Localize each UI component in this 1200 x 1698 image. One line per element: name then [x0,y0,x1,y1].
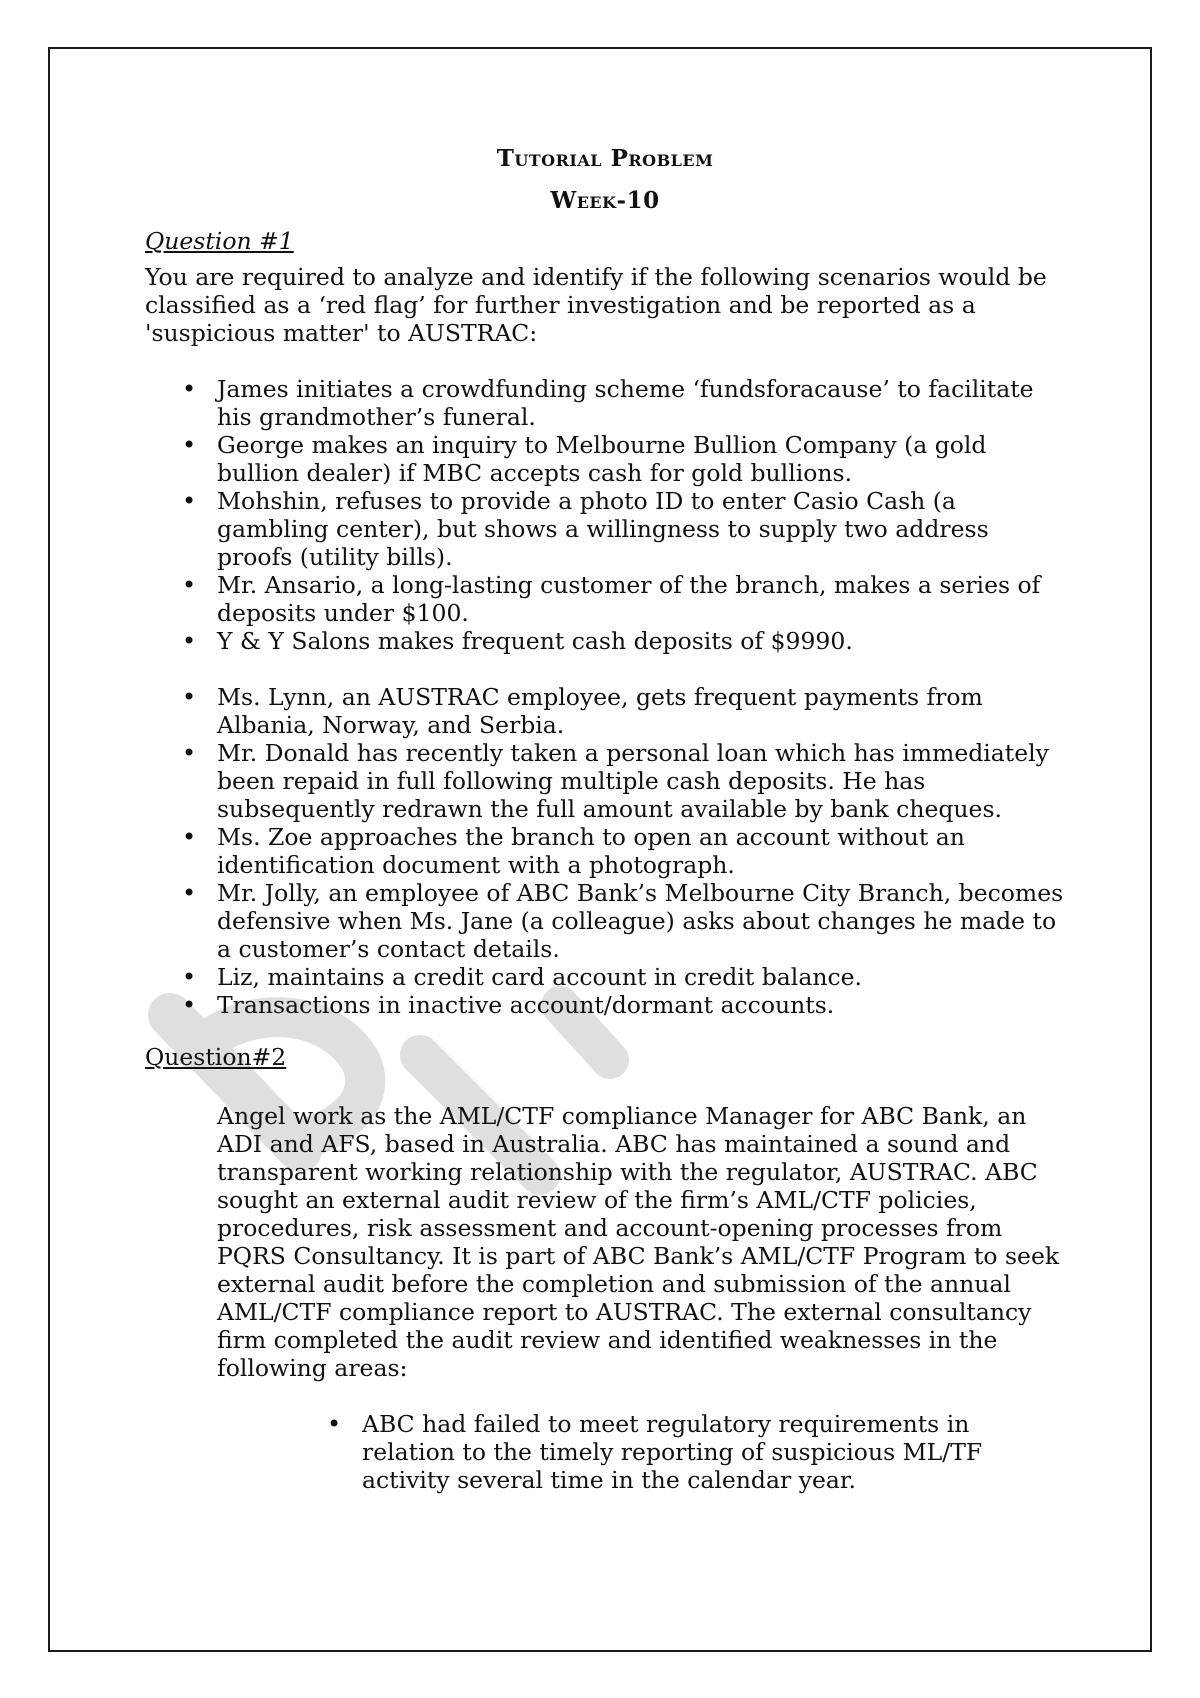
list-item: • ABC had failed to meet regulatory requirements in relation to the timely reporting of suspicious ML/TF activity several time in the calendar year. [362,1410,1065,1494]
question-1-intro: You are required to analyze and identify if the following scenarios would be classified as a ‘red flag’ for further investigation and be reported as a 'suspicious matter' to AUSTRAC: [145,263,1047,347]
list-item: • Mr. Jolly, an employee of ABC Bank’s Melbourne City Branch, becomes defensive when Ms. Jane (a colleague) asks about changes he made to a customer’s contact details. [217,879,1065,963]
list-item: • Mr. Ansario, a long-lasting customer of the branch, makes a series of deposits under $100. [217,571,1065,627]
week-label: Week-10 [550,187,660,214]
list-item: • Y & Y Salons makes frequent cash deposits of $9990. [217,627,1065,655]
list-item: • James initiates a crowdfunding scheme ‘fundsforacause’ to facilitate his grandmother’s funeral. [217,375,1065,431]
document-title: Tutorial Problem [496,145,714,172]
question-2-body: Angel work as the AML/CTF compliance Manager for ABC Bank, an ADI and AFS, based in Australia. ABC has maintained a sound and transparent working relationship with the regulator, AUSTRAC. ABC sought an external audit review of the firm’s AML/CTF policies, procedures, risk assessment and account-opening processes from PQRS Consultancy. It is part of ABC Bank’s AML/CTF Program to seek external audit before the completion and submission of the annual AML/CTF compliance report to AUSTRAC. The external consultancy firm completed the audit review and identified weaknesses in the following areas: [217,1102,1060,1382]
list-item: • Mr. Donald has recently taken a personal loan which has immediately been repaid in full following multiple cash deposits. He has subsequently redrawn the full amount available by bank cheques. [217,739,1065,823]
document-body [145,145,1065,1494]
list-item: • Transactions in inactive account/dormant accounts. [217,991,1065,1019]
list-item: • Ms. Zoe approaches the branch to open an account without an identification document with a photograph. [217,823,1065,879]
weakness-list [145,1410,1065,1494]
scenario-list-b [145,683,1065,1019]
list-item: • George makes an inquiry to Melbourne Bullion Company (a gold bullion dealer) if MBC accepts cash for gold bullions. [217,431,1065,487]
list-item: • Mohshin, refuses to provide a photo ID to enter Casio Cash (a gambling center), but shows a willingness to supply two address proofs (utility bills). [217,487,1065,571]
question-1-heading: Question #1 [145,227,294,255]
list-item: • Liz, maintains a credit card account in credit balance. [217,963,1065,991]
scenario-list-a [145,375,1065,655]
list-item: • Ms. Lynn, an AUSTRAC employee, gets frequent payments from Albania, Norway, and Serbia. [217,683,1065,739]
question-2-heading: Question#2 [145,1043,287,1071]
